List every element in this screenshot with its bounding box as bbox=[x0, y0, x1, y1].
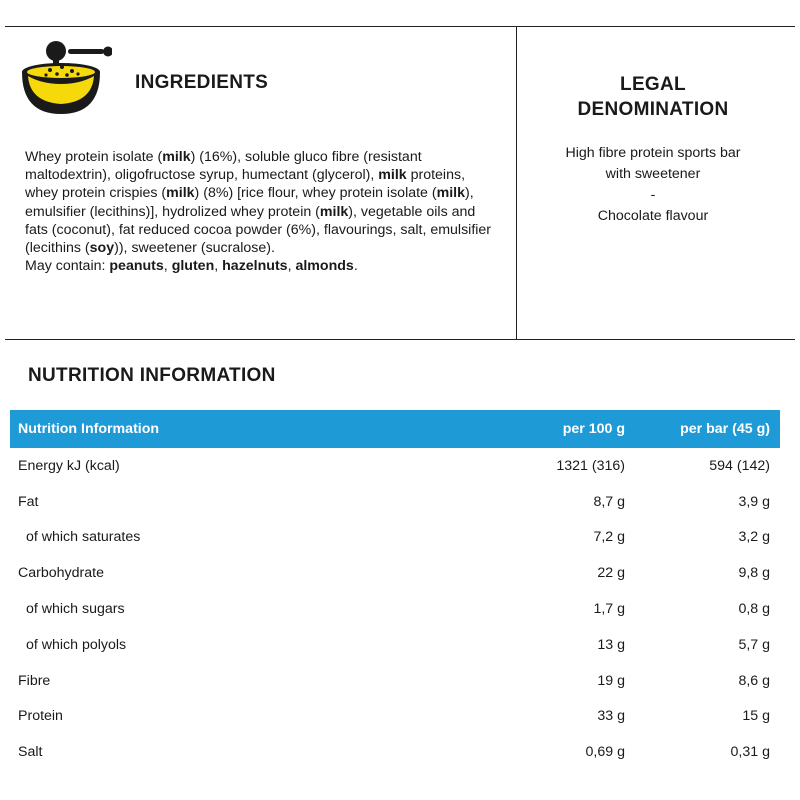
value-per-bar: 15 g bbox=[742, 708, 770, 725]
value-per-bar: 0,8 g bbox=[738, 601, 770, 618]
allergen-highlight: milk bbox=[162, 149, 191, 165]
ingredients-text bbox=[25, 148, 495, 275]
text-segment: ) (8%) [rice flour, whey protein isolate ( bbox=[194, 185, 437, 202]
allergen-highlight: gluten bbox=[171, 258, 215, 275]
value-per-100g: 22 g bbox=[597, 565, 625, 582]
nutrition-heading: NUTRITION INFORMATION bbox=[28, 365, 276, 386]
value-per-100g: 13 g bbox=[597, 636, 625, 653]
value-per-bar: 3,2 g bbox=[738, 529, 770, 546]
legal-title-line1: LEGAL bbox=[620, 74, 686, 95]
nutrient-name: Carbohydrate bbox=[18, 565, 104, 582]
table-row bbox=[10, 484, 780, 520]
value-per-100g: 33 g bbox=[597, 708, 625, 725]
value-per-bar: 3,9 g bbox=[738, 493, 770, 510]
text-segment: Whey protein isolate ( bbox=[25, 149, 163, 165]
allergen-highlight: hazelnuts bbox=[222, 258, 288, 275]
text-segment: , bbox=[214, 258, 223, 275]
column-header-per-100g: per 100 g bbox=[562, 421, 625, 437]
value-per-100g: 0,69 g bbox=[585, 744, 625, 761]
value-per-100g: 19 g bbox=[597, 672, 625, 689]
table-row bbox=[10, 448, 780, 484]
allergen-highlight: milk bbox=[378, 167, 407, 184]
text-segment: ), vegetable oils and fats (coconut), fat reduced cocoa powder (6%), flavourings, salt, emulsifier (lecithins ( bbox=[25, 203, 492, 257]
text-segment: May contain: bbox=[25, 258, 110, 275]
text-segment: )), sweetener (sucralose). bbox=[114, 240, 275, 257]
nutrition-table bbox=[10, 410, 780, 770]
allergen-highlight: milk bbox=[319, 203, 349, 220]
legal-denomination-text bbox=[518, 143, 788, 227]
nutrient-name: of which sugars bbox=[26, 601, 125, 618]
table-row bbox=[10, 555, 780, 591]
column-divider bbox=[516, 26, 517, 339]
table-row bbox=[10, 591, 780, 627]
nutrient-name: of which polyols bbox=[26, 636, 127, 653]
table-row bbox=[10, 734, 780, 770]
value-per-bar: 0,31 g bbox=[730, 744, 770, 761]
value-per-bar: 8,6 g bbox=[738, 672, 770, 689]
nutrient-name: Fibre bbox=[18, 672, 51, 689]
nutrient-name: Protein bbox=[18, 708, 63, 725]
ingredients-heading: INGREDIENTS bbox=[135, 72, 269, 93]
table-body bbox=[10, 448, 780, 770]
allergen-highlight: milk bbox=[436, 185, 466, 202]
allergen-highlight: soy bbox=[89, 240, 115, 257]
legal-denomination-heading bbox=[518, 72, 788, 122]
ingredients-list bbox=[25, 149, 491, 256]
text-segment: , bbox=[287, 258, 296, 275]
value-per-100g: 7,2 g bbox=[593, 529, 625, 546]
section-divider bbox=[5, 339, 795, 340]
allergen-warning bbox=[25, 258, 358, 274]
table-header bbox=[10, 410, 780, 448]
legal-line-3: Chocolate flavour bbox=[597, 208, 709, 224]
bowl-with-spoon-icon bbox=[20, 40, 112, 118]
table-row bbox=[10, 699, 780, 735]
text-segment: . bbox=[353, 258, 358, 275]
text-segment: , bbox=[163, 258, 172, 275]
legal-separator: - bbox=[650, 187, 656, 203]
column-header-nutrient: Nutrition Information bbox=[18, 421, 160, 437]
top-divider bbox=[5, 26, 795, 27]
text-segment: ) (16%), soluble gluco fibre (resistant maltodextrin), oligofructose syrup, humectant (glycerol), bbox=[25, 149, 422, 184]
allergen-highlight: almonds bbox=[295, 258, 354, 275]
value-per-bar: 5,7 g bbox=[738, 636, 770, 653]
column-header-per-bar: per bar (45 g) bbox=[680, 421, 770, 437]
allergen-highlight: peanuts bbox=[109, 258, 164, 275]
nutrient-name: Fat bbox=[18, 493, 39, 510]
table-row bbox=[10, 663, 780, 699]
legal-line-2: with sweetener bbox=[605, 166, 701, 182]
value-per-100g: 8,7 g bbox=[593, 493, 625, 510]
legal-line-1: High fibre protein sports bar bbox=[565, 145, 741, 161]
legal-title-line2: DENOMINATION bbox=[577, 99, 729, 120]
value-per-bar: 9,8 g bbox=[738, 565, 770, 582]
value-per-bar: 594 (142) bbox=[709, 457, 770, 474]
table-row bbox=[10, 520, 780, 556]
allergen-highlight: milk bbox=[166, 185, 195, 202]
value-per-100g: 1,7 g bbox=[593, 601, 625, 618]
nutrient-name: of which saturates bbox=[26, 529, 141, 546]
value-per-100g: 1321 (316) bbox=[556, 457, 625, 474]
nutrient-name: Salt bbox=[18, 744, 43, 761]
text-segment: ), emulsifier (lecithins)], hydrolized whey protein ( bbox=[25, 185, 474, 220]
nutrient-name: Energy kJ (kcal) bbox=[18, 457, 120, 474]
table-row bbox=[10, 627, 780, 663]
text-segment: proteins, whey protein crispies ( bbox=[25, 167, 466, 202]
